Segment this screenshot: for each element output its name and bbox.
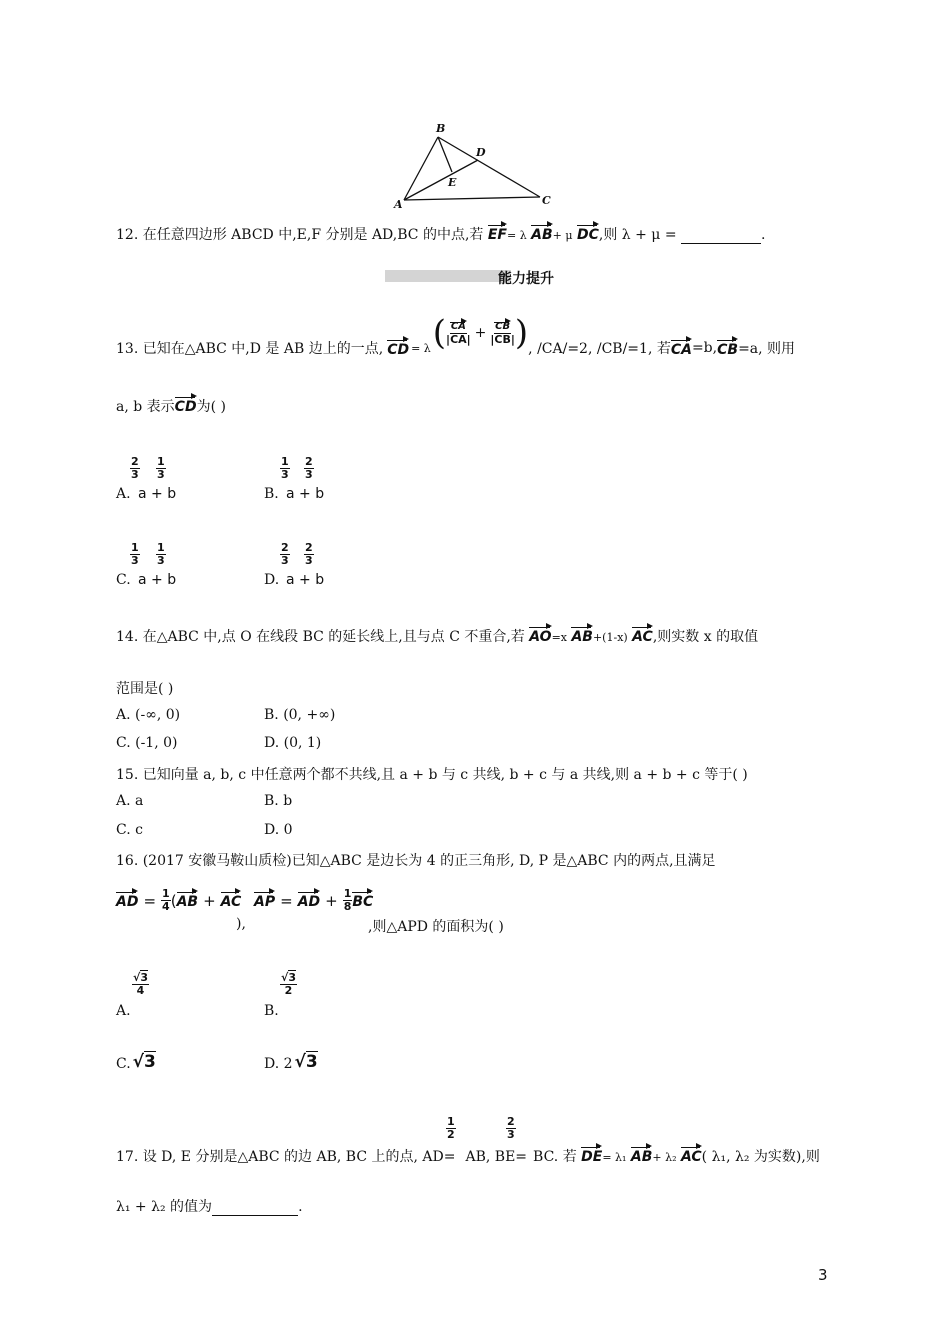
- label-e: E: [448, 176, 457, 189]
- question-17-line1: 17. 设 D, E 分别是△ABC 的边 AB, BC 上的点, AD= AB, BE= BC. 若 DE= λ₁ AB+ λ₂ AC( λ₁, λ₂ 为实数),则: [116, 1146, 820, 1166]
- q16-close-paren: ),: [236, 916, 246, 932]
- q16-equation-1: AD = $\frac{1}{4}$ ( AB + AC: [116, 887, 242, 913]
- question-17-line2: λ₁ + λ₂ 的值为 .: [116, 1199, 303, 1215]
- q16-tail: ,则△APD 的面积为( ): [368, 919, 504, 935]
- question-14-line2: 范围是( ): [116, 681, 174, 697]
- question-13-line1: 13. 已知在△ABC 中,D 是 AB 边上的一点, CD = λ ( $\frac{CA}{|CA|}$ + $\frac{CB}{|CB|}$ ) , /CA/=2, /CB/=1, 若 CA =b, CB =a, 则用: [116, 313, 796, 358]
- q17-frac1: $\frac{1}{2}$: [447, 1115, 455, 1141]
- question-16: 16. (2017 安徽马鞍山质检)已知△ABC 是边长为 4 的正三角形, D, P 是△ABC 内的两点,且满足: [116, 853, 716, 869]
- q14-option-b[interactable]: B. (0, +∞): [264, 707, 336, 723]
- question-14-line1: 14. 在△ABC 中,点 O 在线段 BC 的延长线上,且与点 C 不重合,若 AO=x AB+(1-x) AC,则实数 x 的取值: [116, 626, 758, 646]
- label-b: B: [436, 122, 446, 135]
- page-number: 3: [818, 1266, 828, 1284]
- q15-option-b[interactable]: B. b: [264, 793, 293, 809]
- paren-expression: ( $\frac{CA}{|CA|}$ + $\frac{CB}{|CB|}$ ): [432, 313, 529, 353]
- question-13-line2: a, b 表示CD为( ): [116, 396, 226, 416]
- q16-equation-2: AP = AD + $\frac{1}{8}$ BC: [254, 887, 374, 913]
- q15-option-a[interactable]: A. a: [116, 793, 144, 809]
- q15-option-c[interactable]: C. c: [116, 822, 143, 838]
- q14-option-a[interactable]: A. (-∞, 0): [116, 707, 181, 723]
- answer-blank[interactable]: [681, 243, 761, 244]
- q15-option-d[interactable]: D. 0: [264, 822, 293, 838]
- triangle-figure: [390, 120, 560, 212]
- q14-option-d[interactable]: D. (0, 1): [264, 735, 322, 751]
- label-a: A: [394, 198, 403, 211]
- question-12: 12. 在任意四边形 ABCD 中,E,F 分别是 AD,BC 的中点,若 EF= λ AB+ μ DC,则 λ + μ = .: [116, 224, 765, 244]
- section-title: 能力提升: [498, 271, 554, 287]
- label-d: D: [476, 146, 486, 159]
- label-c: C: [542, 194, 551, 207]
- q16-option-c[interactable]: C. √3: [116, 1052, 156, 1072]
- answer-blank[interactable]: [212, 1215, 298, 1216]
- question-15: 15. 已知向量 a, b, c 中任意两个都不共线,且 a + b 与 c 共线, b + c 与 a 共线,则 a + b + c 等于( ): [116, 767, 748, 783]
- q16-option-d[interactable]: D. 2 √3: [264, 1052, 318, 1072]
- q17-frac2: $\frac{2}{3}$: [507, 1115, 515, 1141]
- section-bar: [385, 270, 511, 282]
- q14-option-c[interactable]: C. (-1, 0): [116, 735, 178, 751]
